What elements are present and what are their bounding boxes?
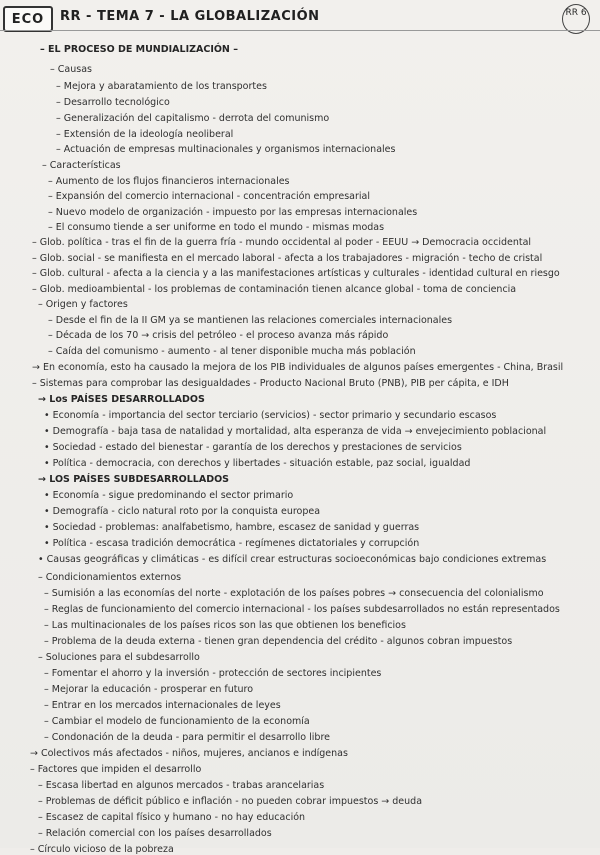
note-line: – Sistemas para comprobar las desigualdades - Producto Nacional Bruto (PNB), PIB per cápita, e IDH: [32, 378, 509, 389]
note-line: – Factores que impiden el desarrollo: [30, 764, 202, 775]
note-line: – EL PROCESO DE MUNDIALIZACIÓN –: [40, 44, 238, 55]
note-line: – Escasez de capital físico y humano - no hay educación: [38, 812, 306, 823]
note-line: – Glob. social - se manifiesta en el mercado laboral - afecta a los trabajadores - migración - techo de cristal: [32, 253, 543, 264]
note-line: • Política - democracia, con derechos y libertades - situación estable, paz social, igualdad: [44, 458, 471, 469]
note-line: – Problemas de déficit público e inflación - no pueden cobrar impuestos → deuda: [38, 796, 423, 807]
note-line: – Glob. política - tras el fin de la guerra fría - mundo occidental al poder - EEUU → Democracia occidental: [32, 237, 532, 248]
note-line: • Causas geográficas y climáticas - es difícil crear estructuras socioeconómicas bajo condiciones extremas: [38, 554, 547, 565]
note-line: • Demografía - baja tasa de natalidad y mortalidad, alta esperanza de vida → envejecimiento poblacional: [44, 426, 547, 437]
note-line: – Reglas de funcionamiento del comercio internacional - los países subdesarrollados no están representados: [44, 604, 560, 615]
note-line: – Desarrollo tecnológico: [56, 97, 170, 108]
note-line: – Caída del comunismo - aumento - al tener disponible mucha más población: [48, 346, 416, 357]
note-line: – Mejora y abaratamiento de los transportes: [56, 81, 267, 92]
note-line: – Década de los 70 → crisis del petróleo - el proceso avanza más rápido: [48, 330, 389, 341]
note-line: – Soluciones para el subdesarrollo: [38, 652, 200, 663]
title-divider: [0, 30, 600, 31]
note-line: – Fomentar el ahorro y la inversión - protección de sectores incipientes: [44, 668, 382, 679]
note-line: – Actuación de empresas multinacionales y organismos internacionales: [56, 144, 396, 155]
note-line: – Desde el fin de la II GM ya se mantienen las relaciones comerciales internacionales: [48, 315, 453, 326]
note-line: – Glob. medioambiental - los problemas de contaminación tienen alcance global - toma de conciencia: [32, 284, 517, 295]
note-line: – Causas: [50, 64, 92, 75]
note-line: – Sumisión a las economías del norte - explotación de los países pobres → consecuencia del colonialismo: [44, 588, 544, 599]
note-line: – Glob. cultural - afecta a la ciencia y a las manifestaciones artísticas y culturales - identidad cultural en riesgo: [32, 268, 560, 279]
note-line: – Condicionamientos externos: [38, 572, 182, 583]
note-line: → En economía, esto ha causado la mejora de los PIB individuales de algunos países emergentes - China, Brasil: [32, 362, 564, 373]
logo-text: ECO: [11, 11, 45, 27]
note-line: • Economía - sigue predominando el sector primario: [44, 490, 294, 501]
note-line: – Características: [42, 160, 121, 171]
note-line: • Sociedad - problemas: analfabetismo, hambre, escasez de sanidad y guerras: [44, 522, 420, 533]
note-line: – Las multinacionales de los países ricos son las que obtienen los beneficios: [44, 620, 406, 631]
note-line: • Política - escasa tradición democrática - regímenes dictatoriales y corrupción: [44, 538, 420, 549]
eco-logo: [3, 6, 53, 32]
note-line: – Mejorar la educación - prosperar en futuro: [44, 684, 254, 695]
note-line: – Círculo vicioso de la pobreza: [30, 844, 174, 855]
note-line: – Cambiar el modelo de funcionamiento de la economía: [44, 716, 310, 727]
note-line: – Aumento de los flujos financieros internacionales: [48, 176, 290, 187]
note-line: → Los PAÍSES DESARROLLADOS: [38, 394, 205, 405]
note-line: – Origen y factores: [38, 299, 128, 310]
note-line: – Nuevo modelo de organización - impuesto por las empresas internacionales: [48, 207, 418, 218]
note-line: → Colectivos más afectados - niños, mujeres, ancianos e indígenas: [30, 748, 348, 759]
note-line: • Economía - importancia del sector terciario (servicios) - sector primario y secundario escasos: [44, 410, 497, 421]
note-line: • Demografía - ciclo natural roto por la conquista europea: [44, 506, 321, 517]
note-line: • Sociedad - estado del bienestar - garantía de los derechos y prestaciones de servicios: [44, 442, 462, 453]
note-line: – Condonación de la deuda - para permitir el desarrollo libre: [44, 732, 330, 743]
note-line: – Generalización del capitalismo - derrota del comunismo: [56, 113, 330, 124]
note-line: – Escasa libertad en algunos mercados - trabas arancelarias: [38, 780, 325, 791]
note-line: – Relación comercial con los países desarrollados: [38, 828, 272, 839]
page-title: RR - TEMA 7 - LA GLOBALIZACIÓN: [60, 9, 320, 24]
note-line: – Extensión de la ideología neoliberal: [56, 129, 234, 140]
note-line: – Problema de la deuda externa - tienen gran dependencia del crédito - algunos cobran impuestos: [44, 636, 513, 647]
note-line: → LOS PAÍSES SUBDESARROLLADOS: [38, 474, 230, 485]
corner-stamp: RR 6: [562, 4, 590, 34]
note-line: – Expansión del comercio internacional - concentración empresarial: [48, 191, 370, 202]
note-line: – El consumo tiende a ser uniforme en todo el mundo - mismas modas: [48, 222, 385, 233]
note-line: – Entrar en los mercados internacionales de leyes: [44, 700, 281, 711]
